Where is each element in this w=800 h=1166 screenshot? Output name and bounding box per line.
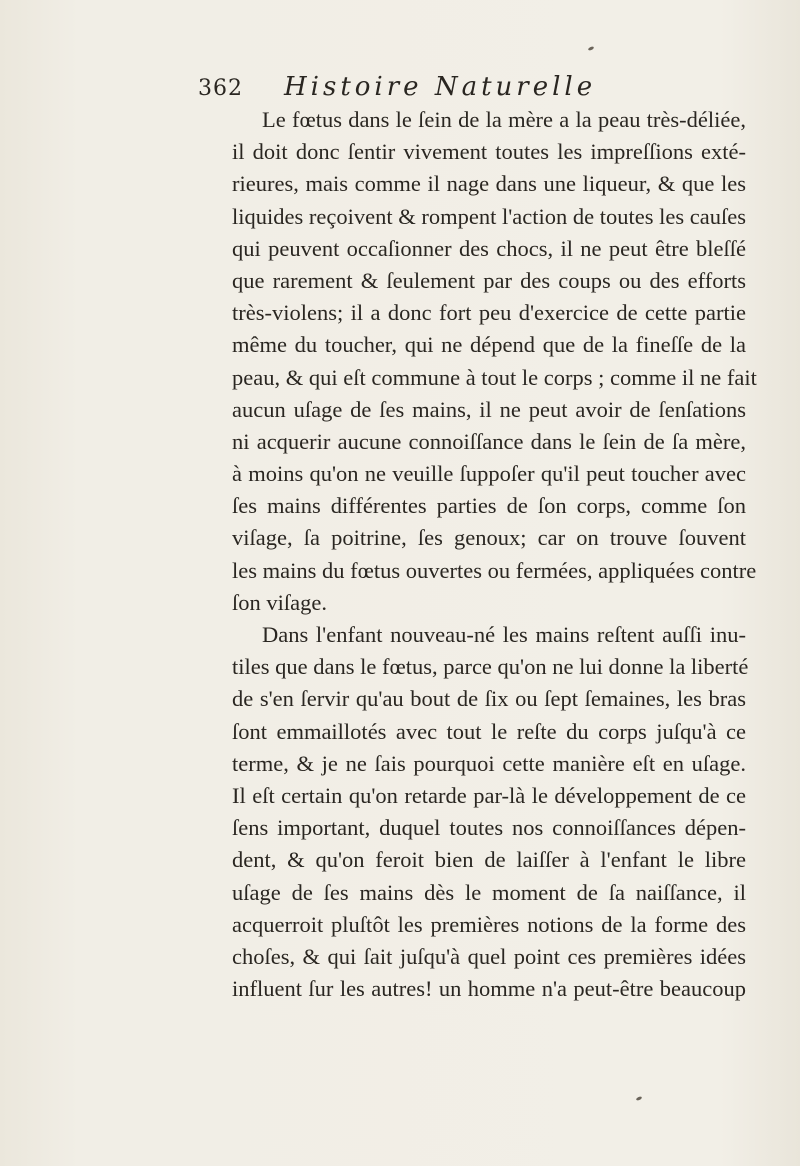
text-line: il doit donc ſentir vivement toutes les impreſſions exté- bbox=[232, 139, 746, 165]
text-line: ſont emmaillotés avec tout le reſte du corps juſqu'à ce bbox=[232, 718, 746, 744]
body-text bbox=[232, 104, 757, 1005]
text-line: uſage de ſes mains dès le moment de ſa naiſſance, il bbox=[232, 879, 746, 905]
text-line: Il eſt certain qu'on retarde par-là le développement de ce bbox=[232, 782, 746, 808]
text-line: choſes, & qui ſait juſqu'à quel point ces premières idées bbox=[232, 943, 746, 969]
text-line: qui peuvent occaſionner des chocs, il ne peut être bleſſé bbox=[232, 235, 746, 261]
paper-speck bbox=[636, 1096, 643, 1101]
page-number: 362 bbox=[198, 76, 243, 101]
text-line: dent, & qu'on feroit bien de laiſſer à l'enfant le libre bbox=[232, 847, 746, 873]
text-line: liquides reçoivent & rompent l'action de toutes les cauſes bbox=[232, 203, 746, 229]
paper-speck bbox=[588, 46, 595, 51]
text-line: ſon viſage. bbox=[232, 589, 327, 615]
text-line: rieures, mais comme il nage dans une liqueur, & que les bbox=[232, 171, 746, 197]
text-line: à moins qu'on ne veuille ſuppoſer qu'il peut toucher avec bbox=[232, 461, 746, 487]
text-line: peau, & qui eſt commune à tout le corps ; comme il ne fait bbox=[232, 364, 757, 390]
text-line: ſens important, duquel toutes nos connoiſſances dépen- bbox=[232, 815, 746, 841]
text-line: même du toucher, qui ne dépend que de la fineſſe de la bbox=[232, 332, 746, 358]
text-line: Dans l'enfant nouveau-né les mains reſtent auſſi inu- bbox=[262, 622, 746, 647]
text-line: les mains du fœtus ouvertes ou fermées, appliquées contre bbox=[232, 557, 757, 583]
text-line: très-violens; il a donc fort peu d'exercice de cette partie bbox=[232, 300, 746, 326]
text-line: tiles que dans le fœtus, parce qu'on ne lui donne la liberté bbox=[232, 654, 749, 680]
text-line: acquerroit pluſtôt les premières notions de la forme des bbox=[232, 911, 746, 937]
text-line: de s'en ſervir qu'au bout de ſix ou ſept ſemaines, les bras bbox=[232, 686, 746, 712]
text-line: ni acquerir aucune connoiſſance dans le ſein de ſa mère, bbox=[232, 428, 746, 454]
running-title: Histoire Naturelle bbox=[284, 72, 597, 102]
text-line: terme, & je ne ſais pourquoi cette manière eſt en uſage. bbox=[232, 750, 746, 776]
text-line: ſes mains différentes parties de ſon corps, comme ſon bbox=[232, 493, 746, 519]
text-line: viſage, ſa poitrine, ſes genoux; car on trouve ſouvent bbox=[232, 525, 746, 551]
text-line: Le fœtus dans le ſein de la mère a la peau très-déliée, bbox=[262, 107, 746, 132]
text-line: que rarement & ſeulement par des coups ou des efforts bbox=[232, 267, 746, 293]
text-line: aucun uſage de ſes mains, il ne peut avoir de ſenſations bbox=[232, 396, 746, 422]
text-line: influent ſur les autres! un homme n'a peut-être beaucoup bbox=[232, 976, 746, 1002]
page-header bbox=[198, 72, 718, 106]
